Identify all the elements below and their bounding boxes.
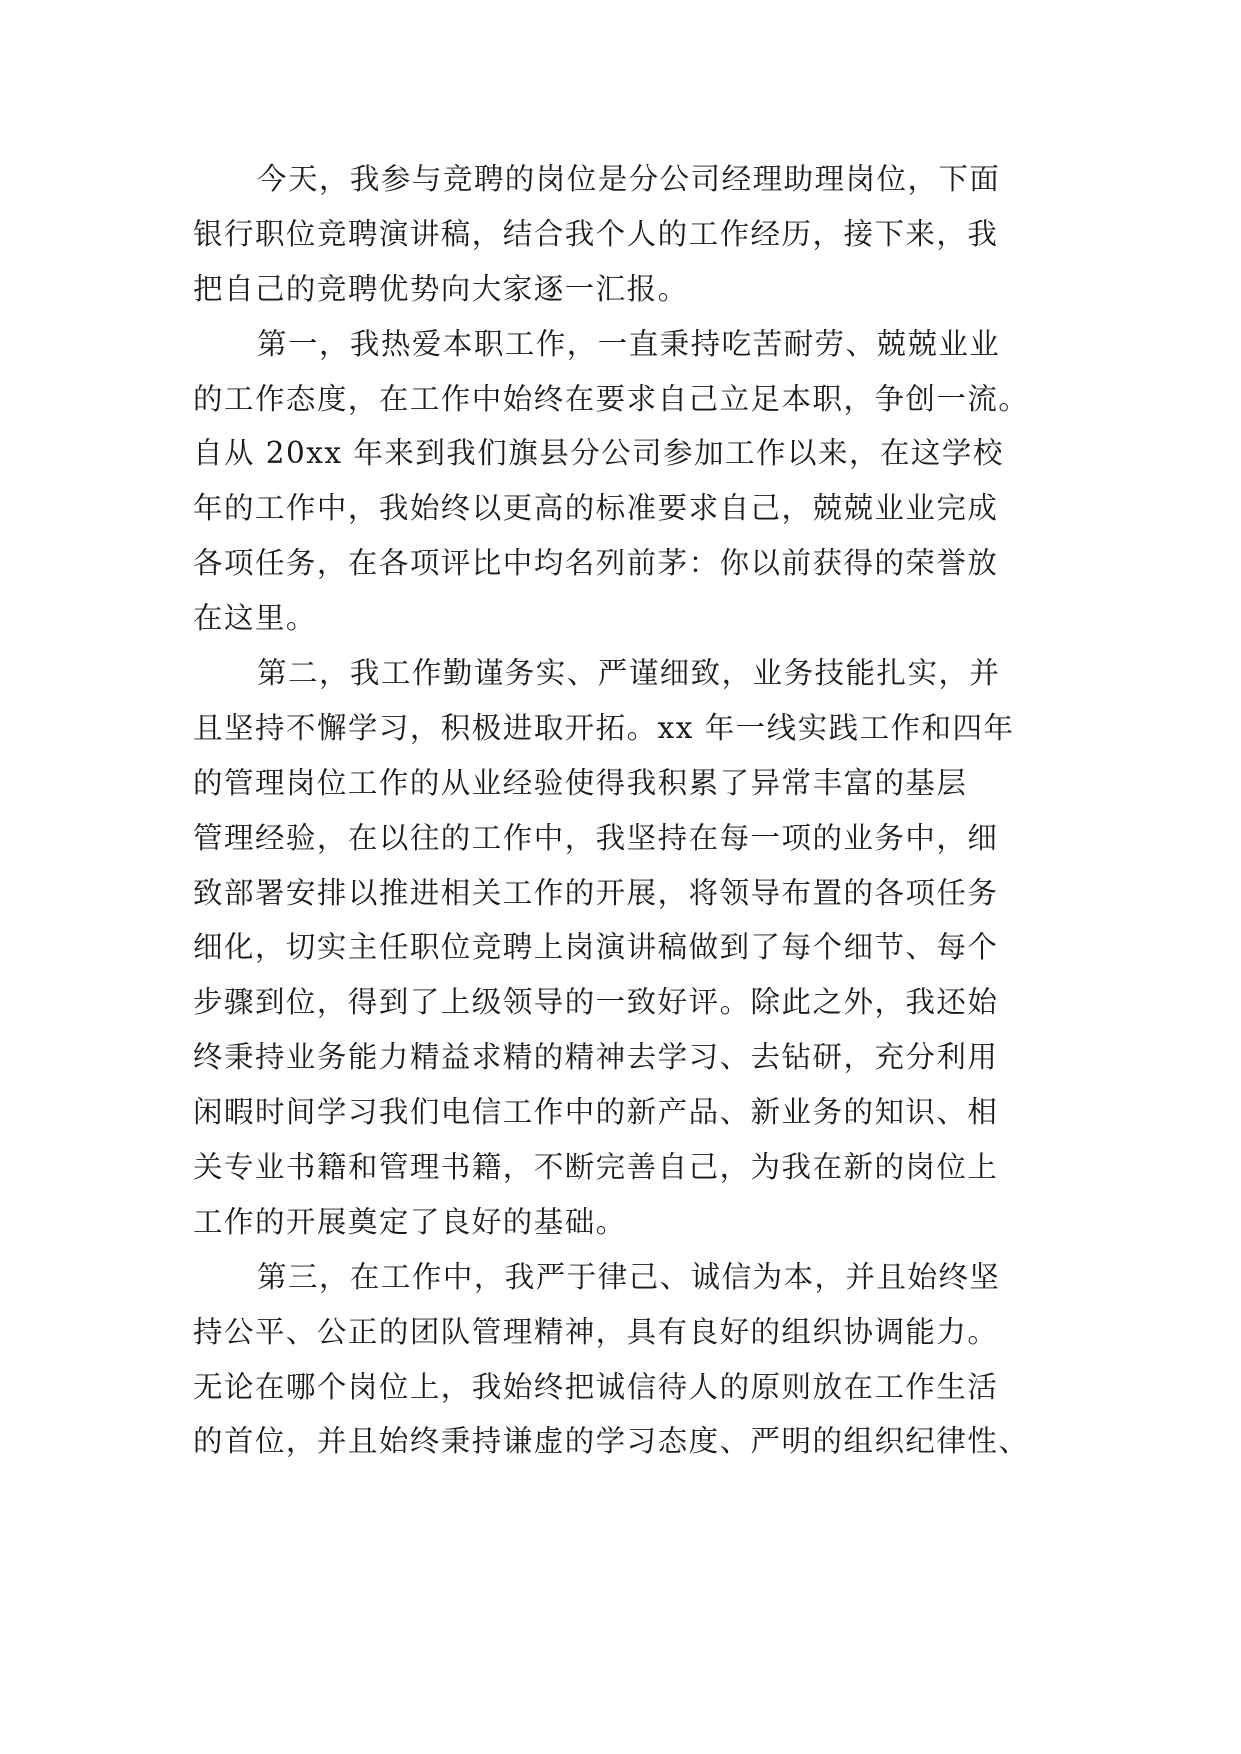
paragraph-line: 步骤到位，得到了上级领导的一致好评。除此之外，我还始 bbox=[193, 985, 999, 1020]
paragraph-line: 各项任务，在各项评比中均名列前茅：你以前获得的荣誉放 bbox=[193, 546, 999, 581]
paragraph-line: 的首位，并且始终秉持谦虚的学习态度、严明的组织纪律性、 bbox=[193, 1424, 1030, 1459]
paragraph-line: 细化，切实主任职位竞聘上岗演讲稿做到了每个细节、每个 bbox=[193, 930, 999, 965]
paragraph-line: 致部署安排以推进相关工作的开展，将领导布置的各项任务 bbox=[193, 875, 999, 910]
paragraph-line: 且坚持不懈学习，积极进取开拓。xx 年一线实践工作和四年 bbox=[193, 710, 1015, 745]
paragraph-line: 工作的开展奠定了良好的基础。 bbox=[193, 1204, 627, 1239]
paragraph-line: 自从 20xx 年来到我们旗县分公司参加工作以来，在这学校 bbox=[193, 436, 1004, 471]
paragraph-line: 年的工作中，我始终以更高的标准要求自己，兢兢业业完成 bbox=[193, 491, 999, 526]
paragraph-line: 的工作态度，在工作中始终在要求自己立足本职，争创一流。 bbox=[193, 381, 1030, 416]
paragraph-line: 的管理岗位工作的从业经验使得我积累了异常丰富的基层 bbox=[193, 765, 968, 800]
paragraph-line: 把自己的竞聘优势向大家逐一汇报。 bbox=[193, 271, 689, 306]
paragraph-first-point bbox=[193, 317, 1053, 646]
paragraph-intro bbox=[193, 152, 1053, 317]
paragraph-line: 管理经验，在以往的工作中，我坚持在每一项的业务中，细 bbox=[193, 820, 999, 855]
paragraph-line: 第二，我工作勤谨务实、严谨细致，业务技能扎实，并 bbox=[257, 656, 1001, 691]
paragraph-line: 持公平、公正的团队管理精神，具有良好的组织协调能力。 bbox=[193, 1314, 999, 1349]
paragraph-third-point bbox=[193, 1250, 1053, 1470]
paragraph-line: 关专业书籍和管理书籍，不断完善自己，为我在新的岗位上 bbox=[193, 1150, 999, 1185]
paragraph-line: 终秉持业务能力精益求精的精神去学习、去钻研，充分利用 bbox=[193, 1040, 999, 1075]
document-body bbox=[193, 152, 1053, 1469]
paragraph-line: 第一，我热爱本职工作，一直秉持吃苦耐劳、兢兢业业 bbox=[257, 326, 1001, 361]
paragraph-line: 今天，我参与竞聘的岗位是分公司经理助理岗位，下面 bbox=[257, 162, 1001, 196]
paragraph-second-point bbox=[193, 646, 1053, 1250]
paragraph-line: 在这里。 bbox=[193, 601, 317, 636]
paragraph-line: 无论在哪个岗位上，我始终把诚信待人的原则放在工作生活 bbox=[193, 1369, 999, 1404]
paragraph-line: 银行职位竞聘演讲稿，结合我个人的工作经历，接下来，我 bbox=[193, 216, 999, 251]
paragraph-line: 闲暇时间学习我们电信工作中的新产品、新业务的知识、相 bbox=[193, 1095, 999, 1130]
paragraph-line: 第三，在工作中，我严于律己、诚信为本，并且始终坚 bbox=[257, 1259, 1001, 1294]
